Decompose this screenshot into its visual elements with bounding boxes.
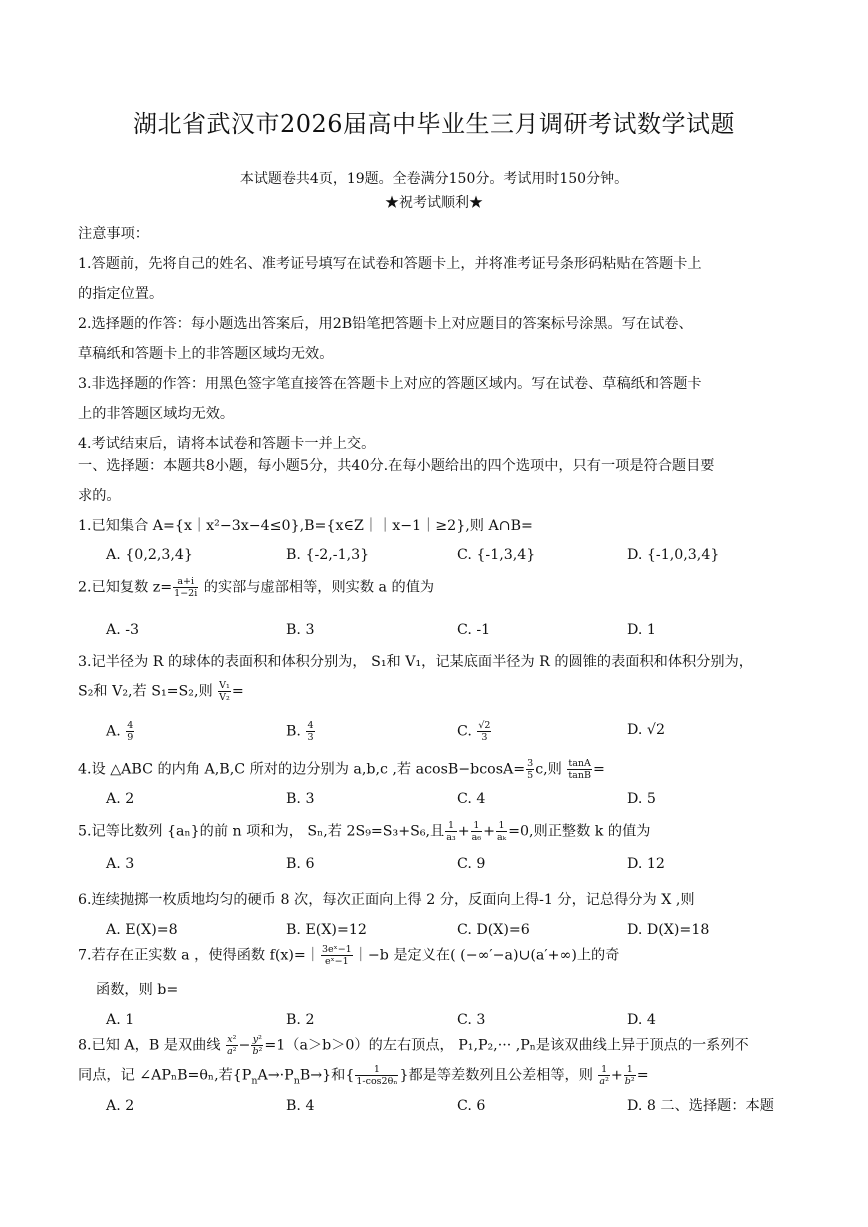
q2-option-a: A. -3: [106, 622, 140, 638]
option-value: √2: [646, 722, 665, 738]
q3-a-fraction: [126, 720, 134, 743]
frac-den: 3: [307, 732, 314, 743]
question-2: [78, 576, 434, 599]
frac-den: a²: [227, 1046, 237, 1057]
q7-option-a: A. 1: [106, 1012, 135, 1028]
q6-option-d: D. D(X)=18: [627, 922, 710, 938]
q4-text-mid: c,则: [535, 761, 567, 778]
q2-frac-den: 1−2i: [174, 588, 198, 599]
q7-option-d: D. 4: [627, 1012, 656, 1028]
q5-option-a: A. 3: [106, 856, 135, 872]
q1-option-c: C. {-1,3,4}: [457, 547, 536, 563]
q3-b-fraction: [306, 720, 314, 743]
q7-fraction: [321, 944, 353, 967]
question-7-line2: 函数，则 b=: [96, 982, 179, 998]
q4-frac1-num: 3: [527, 758, 534, 769]
option-label: D.: [627, 722, 643, 738]
q7-frac-num: 3eˣ−1: [322, 944, 352, 955]
q4-text-post: =: [592, 761, 605, 778]
question-4: [78, 758, 605, 781]
q3-option-a: [106, 720, 135, 743]
q8-fraction-b: [624, 1064, 636, 1087]
q7-text-post: ｜−b 是定义在( (−∞′−a)∪(a′+∞)上的奇: [353, 947, 620, 964]
note-line: 草稿纸和答题卡上的非答题区域均无效。: [78, 346, 334, 362]
section-heading: 一、选择题：本题共8小题，每小题5分，共40分.在每小题给出的四个选项中，只有一项是符合题目要: [78, 458, 715, 474]
q8-fraction-y: [251, 1034, 263, 1057]
q8-option-a: A. 2: [106, 1098, 135, 1114]
q3-frac-num: V₁: [219, 680, 230, 691]
q8-fraction-a: [598, 1064, 609, 1087]
note-line: 1.答题前，先将自己的姓名、准考证号填写在试卷和答题卡上，并将准考证号条形码粘贴在答题卡上: [78, 256, 702, 272]
question-8-line2: 同点，记 ∠APₙB=θₙ,若$\{P_nA\to\cdot P_nB\to\}$和{ $\frac{1}{\text{1-cos2θₙ}}$ }都是等差数列且公差相等，则 $\frac{1}{\text{a²}}$ + $\frac{1}{\text{b²}}$ =: [78, 1064, 649, 1087]
option-label: C.: [457, 723, 472, 740]
q5-option-c: C. 9: [457, 856, 486, 872]
frac-num: 1: [624, 1064, 636, 1076]
q5-fraction-2: [471, 820, 482, 843]
blessing-line: ★祝考试顺利★: [385, 195, 483, 211]
question-3-line1: 3.记半径为 R 的球体的表面积和体积分别为， S₁和 V₁，记某底面半径为 R 的圆锥的表面积和体积分别为，: [78, 654, 753, 670]
q2-option-c: C. -1: [457, 622, 491, 638]
q8-line2-post: 都是等差数列且公差相等，则: [408, 1067, 598, 1084]
q8-line1-post: =1（a＞b＞0）的左右顶点， P₁,P₂,··· ,Pₙ是该双曲线上异于顶点的一系列不: [264, 1037, 749, 1054]
question-3-line2: [78, 680, 244, 703]
q3-c-fraction: [477, 720, 491, 743]
note-line: 4.考试结束后，请将本试卷和答题卡一并上交。: [78, 436, 376, 452]
frac-num: x²: [227, 1034, 237, 1045]
q7-option-b: B. 2: [286, 1012, 315, 1028]
frac-num: 1: [598, 1064, 609, 1076]
note-line: 3.非选择题的作答：用黑色签字笔直接答在答题卡上对应的答题区域内。写在试卷、草稿纸和答题卡: [78, 376, 702, 392]
q2-fraction: [173, 576, 198, 599]
q6-option-c: C. D(X)=6: [457, 922, 530, 938]
q7-text-pre: 7.若存在正实数 a ，使得函数 f(x)=｜: [78, 947, 320, 964]
frac-num: 4: [127, 720, 134, 731]
q3-line2-post: =: [231, 683, 244, 700]
q3-fraction: [218, 680, 231, 703]
q3-option-d: [627, 720, 665, 740]
note-line: 的指定位置。: [78, 286, 164, 302]
section-heading-cont: 求的。: [78, 488, 121, 504]
q5-option-d: D. 12: [627, 856, 665, 872]
frac-num: √2: [478, 720, 491, 731]
q2-option-d: D. 1: [627, 622, 656, 638]
page-title: 湖北省武汉市2026届高中毕业生三月调研考试数学试题: [132, 110, 736, 138]
frac-num: 1: [471, 820, 482, 832]
frac-num: 1: [355, 1064, 398, 1076]
q4-text-pre: 4.设 △ABC 的内角 A,B,C 所对的边分别为 a,b,c ,若 acosB−bcosA=: [78, 761, 526, 778]
q4-option-d: D. 5: [627, 791, 656, 807]
q4-frac1-den: 5: [527, 770, 534, 781]
q7-option-c: C. 3: [457, 1012, 486, 1028]
q3-frac-den: V₂: [219, 692, 230, 703]
q3-line2-pre: S₂和 V₂,若 S₁=S₂,则: [78, 683, 218, 700]
frac-num: 1: [445, 820, 456, 832]
exam-info: 本试题卷共4页，19题。全卷满分150分。考试用时150分钟。: [239, 171, 629, 187]
note-line: 上的非答题区域均无效。: [78, 406, 235, 422]
q1-option-b: B. {-2,-1,3}: [286, 547, 370, 563]
frac-num: 4: [307, 720, 314, 731]
q8-line2-end: =: [636, 1067, 649, 1084]
q5-text-pre: 5.记等比数列 {aₙ}的前 n 项和为， Sₙ,若 2S₉=S₃+S₆,且: [78, 823, 445, 840]
frac-den: a₆: [471, 832, 482, 843]
frac-den: a₃: [446, 832, 456, 843]
option-label: A.: [106, 723, 121, 740]
q2-text-post: 的实部与虚部相等，则实数 a 的值为: [199, 579, 435, 596]
q6-option-a: A. E(X)=8: [106, 922, 178, 938]
frac-den: a²: [599, 1076, 609, 1087]
q4-fraction-1: [526, 758, 534, 781]
question-7: [78, 944, 619, 967]
option-label: B.: [286, 723, 301, 740]
question-5: 5.记等比数列 {aₙ}的前 n 项和为， Sₙ,若 2S₉=S₃+S₆,且 $\frac{1}{\text{a₃}}$ + $\frac{1}{\text{a₆}}$ + $\frac{1}{\text{aₖ}}$ =0,则正整数 k 的值为: [78, 820, 651, 843]
q3-option-b: [286, 720, 316, 743]
q4-frac2-den: tanB: [568, 770, 591, 781]
q5-text-post: =0,则正整数 k 的值为: [508, 823, 651, 840]
frac-den: 1-cos2θₙ: [356, 1076, 398, 1087]
question-8-line1: 8.已知 A，B 是双曲线 $\frac{\text{x²}}{\text{a²}}$ − $\frac{\text{y²}}{\text{b²}}$ =1（a＞b＞0）的左右顶点， P₁,P₂,··· ,Pₙ是该双曲线上异于顶点的一系列不: [78, 1034, 749, 1057]
q7-frac-den: eˣ−1: [325, 956, 349, 967]
q1-option-a: A. {0,2,3,4}: [106, 547, 193, 563]
q2-option-b: B. 3: [286, 622, 315, 638]
q4-option-a: A. 2: [106, 791, 135, 807]
q8-fraction-cos: [355, 1064, 398, 1087]
q1-option-d: D. {-1,0,3,4}: [627, 547, 720, 563]
q4-option-c: C. 4: [457, 791, 486, 807]
question-1: 1.已知集合 A={x｜x²−3x−4≤0},B={x∈Z｜｜x−1｜≥2},则 A∩B=: [78, 518, 533, 534]
q8-line2-mid: 和: [331, 1067, 346, 1084]
q4-fraction-2: [567, 758, 592, 781]
q8-fraction-x: [226, 1034, 237, 1057]
frac-den: 9: [127, 732, 134, 743]
q2-text-pre: 2.已知复数 z=: [78, 579, 173, 596]
q4-option-b: B. 3: [286, 791, 315, 807]
q2-frac-num: a+i: [173, 576, 198, 588]
q8-line2-pre: 同点，记 ∠APₙB=θₙ,若: [78, 1067, 233, 1084]
frac-num: 1: [496, 820, 507, 832]
frac-den: 3: [481, 732, 488, 743]
q6-option-b: B. E(X)=12: [286, 922, 367, 938]
frac-den: b²: [252, 1046, 263, 1057]
q8-line1-pre: 8.已知 A，B 是双曲线: [78, 1037, 226, 1054]
q5-fraction-1: [445, 820, 456, 843]
q5-option-b: B. 6: [286, 856, 315, 872]
notes-heading: 注意事项：: [78, 226, 149, 242]
q3-option-c: [457, 720, 492, 743]
frac-den: aₖ: [496, 832, 507, 843]
q4-frac2-num: tanA: [568, 758, 591, 769]
q8-option-b: B. 4: [286, 1098, 315, 1114]
frac-num: y²: [252, 1034, 262, 1045]
q8-option-c: C. 6: [457, 1098, 486, 1114]
question-6: 6.连续抛掷一枚质地均匀的硬币 8 次，每次正面向上得 2 分，反面向上得-1 分，记总得分为 X ,则: [78, 892, 695, 908]
note-line: 2.选择题的作答：每小题选出答案后，用2B铅笔把答题卡上对应题目的答案标号涂黑。写在试卷、: [78, 316, 693, 332]
frac-den: b²: [624, 1076, 635, 1087]
q5-fraction-3: [496, 820, 507, 843]
q8-option-d: D. 8 二、选择题：本题: [627, 1098, 774, 1114]
